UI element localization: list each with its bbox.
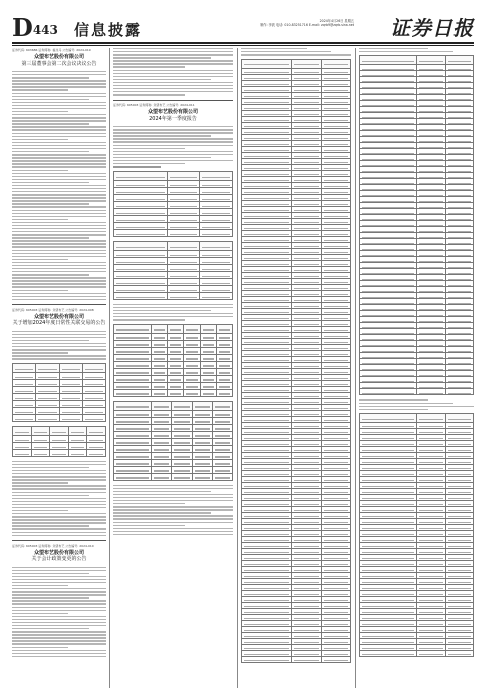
notice-body-text: [12, 71, 106, 300]
notice-title: 2024年第一季度报告: [149, 115, 197, 122]
section-title: 信息披露: [74, 21, 143, 39]
notice-code-line: 证券代码: 605003 证券简称: 众望布艺 公告编号: 2024-010: [12, 543, 94, 548]
notice-body-text: [12, 567, 106, 658]
dateline: [194, 19, 354, 27]
statement-heading: [359, 48, 474, 52]
income-statement-table: [359, 55, 474, 395]
masthead-rule: [12, 42, 474, 44]
page-number: [12, 13, 58, 42]
column-4: [359, 48, 474, 688]
notice-body-text: [113, 304, 233, 321]
notice-separator: [113, 100, 233, 101]
column-divider: [355, 48, 356, 688]
notice-title: 关于会计政策变更的公告: [31, 556, 87, 563]
notice-code-line: 证券代码: 605003 证券简称: 众望布艺 公告编号: 2024-011: [113, 103, 195, 108]
notice-separator: [12, 304, 106, 305]
newspaper-logo: 证券日报: [390, 16, 474, 40]
page-prefix: D: [12, 13, 33, 42]
notice-body-text: [113, 48, 233, 96]
notice-company: 众望布艺股份有限公司: [33, 549, 84, 556]
contact-line: 制作: 李波 电话: 010-83251716 E-mail: zqrb9@zqrb.sina.net: [260, 23, 354, 27]
related-transactions-table: [12, 363, 106, 422]
report-intro-text: [113, 126, 233, 164]
related-parties-table: [12, 426, 106, 457]
notice-title: 关于增加2024年度日常性关联交易的公告: [12, 320, 106, 327]
statement-heading: [241, 48, 351, 56]
notice-company: 众望布艺股份有限公司: [33, 54, 84, 60]
column-3: [241, 48, 351, 688]
notice-code-line: 证券代码: 605003 证券简称: 众望布艺 公告编号: 2024-008: [12, 307, 94, 312]
notice-title: 第三届董事会第二次会议决议公告: [21, 60, 97, 67]
notice-body-text: [12, 331, 106, 360]
cash-flow-table: [359, 413, 474, 657]
notice-company: 众望布艺股份有限公司: [33, 313, 84, 320]
masthead-rule-thin: [12, 45, 474, 46]
notice-body-text: [113, 485, 233, 536]
notice-company: 众望布艺股份有限公司: [147, 109, 198, 116]
page-number-value: 443: [32, 23, 58, 37]
statement-heading: [359, 399, 474, 410]
notice-separator: [12, 540, 106, 541]
balance-sheet-table: [241, 59, 351, 663]
notice-code-line: 证券代码: 603686 证券简称: 福龙马 公告编号: 2024-019: [12, 48, 91, 52]
column-divider: [109, 48, 110, 688]
nonrecurring-items-table: [113, 241, 233, 300]
column-divider: [237, 48, 238, 688]
column-1: [12, 48, 106, 688]
shareholders-table: [113, 324, 233, 397]
top-ten-holders-table: [113, 401, 233, 481]
key-financials-table: [113, 171, 233, 237]
column-2: [113, 48, 233, 688]
masthead: [12, 14, 474, 42]
notice-body-text: [12, 461, 106, 536]
issue-date: 2024年4月26日 星期五: [319, 19, 354, 23]
